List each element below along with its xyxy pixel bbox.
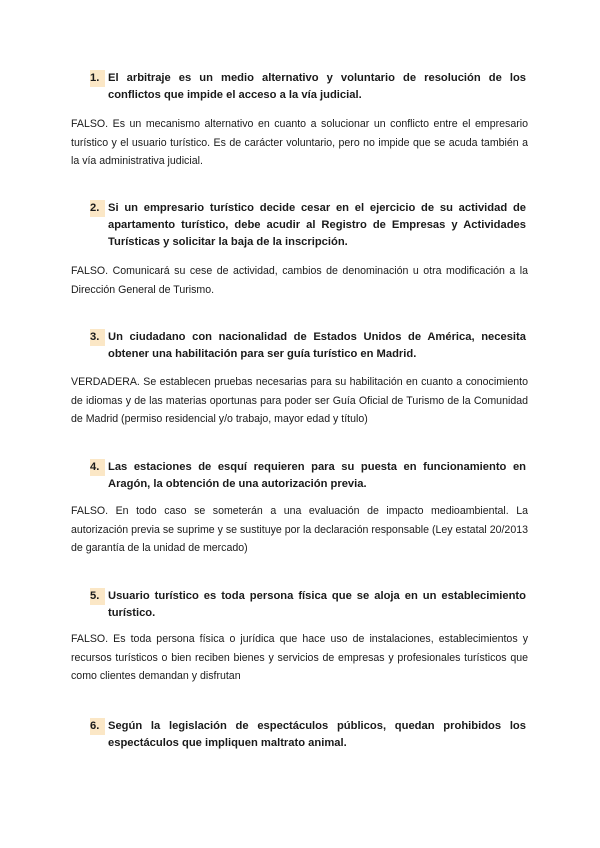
answer-4: FALSO. En todo caso se someterán a una evaluación de impacto medioambiental. La autorización previa se suprime y se sustituye por la declaración responsable (Ley estatal 20/2013 de garantía de la unidad de mercado)	[71, 505, 528, 555]
answer-3: VERDADERA. Se establecen pruebas necesarias para su habilitación en cuanto a conocimiento de idiomas y de las materias oportunas para poder ser Guía Oficial de Turismo de la Comunidad de Madrid (permiso residencial y/o trabajo, mayor edad y título)	[71, 376, 528, 426]
question-3	[90, 329, 526, 363]
question-number: 4.	[90, 459, 105, 476]
question-text: Las estaciones de esquí requieren para su puesta en funcionamiento en Aragón, la obtención de una autorización previa.	[108, 461, 526, 491]
question-number: 1.	[90, 70, 105, 87]
question-2	[90, 200, 526, 252]
question-6	[90, 718, 526, 752]
question-number: 5.	[90, 588, 105, 605]
question-5	[90, 588, 526, 622]
question-number: 6.	[90, 718, 105, 735]
question-number: 2.	[90, 200, 105, 217]
question-text: Según la legislación de espectáculos públicos, quedan prohibidos los espectáculos que impliquen maltrato animal.	[108, 720, 526, 750]
answer-5: FALSO. Es toda persona física o jurídica que hace uso de instalaciones, establecimientos y recursos turísticos o bien reciben bienes y servicios de empresas y profesionales turísticos que como clientes demandan y disfrutan	[71, 633, 528, 683]
question-1	[90, 70, 526, 104]
question-4	[90, 459, 526, 493]
question-number: 3.	[90, 329, 105, 346]
answer-2: FALSO. Comunicará su cese de actividad, cambios de denominación u otra modificación a la Dirección General de Turismo.	[71, 265, 528, 296]
answer-1: FALSO. Es un mecanismo alternativo en cuanto a solucionar un conflicto entre el empresario turístico y el usuario turístico. Es de carácter voluntario, pero no impide que se acuda también a la vía administrativa judicial.	[71, 118, 528, 168]
question-text: Usuario turístico es toda persona física que se aloja en un establecimiento turístico.	[108, 590, 526, 620]
question-text: Si un empresario turístico decide cesar en el ejercicio de su actividad de apartamento turístico, debe acudir al Registro de Empresas y Actividades Turísticas y solicitar la baja de la inscripción.	[108, 202, 526, 249]
question-text: Un ciudadano con nacionalidad de Estados Unidos de América, necesita obtener una habilitación para ser guía turístico en Madrid.	[108, 331, 526, 361]
question-text: El arbitraje es un medio alternativo y voluntario de resolución de los conflictos que impide el acceso a la vía judicial.	[108, 72, 526, 102]
